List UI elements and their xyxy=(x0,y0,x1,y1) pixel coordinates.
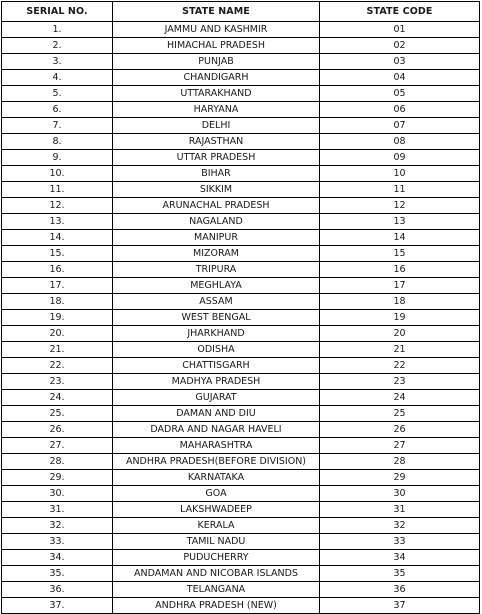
state-code-header: STATE CODE xyxy=(320,2,480,22)
state-name-cell: PUDUCHERRY xyxy=(113,550,320,566)
serial-no-cell: 37. xyxy=(2,598,113,614)
state-name-cell: LAKSHWADEEP xyxy=(113,502,320,518)
serial-no-cell: 2. xyxy=(2,38,113,54)
state-code-cell: 22 xyxy=(320,358,480,374)
state-code-cell: 26 xyxy=(320,422,480,438)
table-row xyxy=(2,422,480,438)
serial-no-cell: 34. xyxy=(2,550,113,566)
table-row xyxy=(2,118,480,134)
serial-no-header: SERIAL NO. xyxy=(2,2,113,22)
serial-no-cell: 6. xyxy=(2,102,113,118)
state-name-cell: TELANGANA xyxy=(113,582,320,598)
state-name-cell: MIZORAM xyxy=(113,246,320,262)
table-row xyxy=(2,598,480,614)
serial-no-cell: 3. xyxy=(2,54,113,70)
table-row xyxy=(2,230,480,246)
state-code-cell: 30 xyxy=(320,486,480,502)
state-code-cell: 31 xyxy=(320,502,480,518)
serial-no-cell: 28. xyxy=(2,454,113,470)
serial-no-cell: 27. xyxy=(2,438,113,454)
serial-no-cell: 36. xyxy=(2,582,113,598)
serial-no-cell: 19. xyxy=(2,310,113,326)
serial-no-cell: 31. xyxy=(2,502,113,518)
state-name-cell: ANDAMAN AND NICOBAR ISLANDS xyxy=(113,566,320,582)
state-code-cell: 03 xyxy=(320,54,480,70)
table-row xyxy=(2,182,480,198)
serial-no-cell: 24. xyxy=(2,390,113,406)
state-code-cell: 05 xyxy=(320,86,480,102)
state-code-cell: 09 xyxy=(320,150,480,166)
serial-no-cell: 30. xyxy=(2,486,113,502)
table-row xyxy=(2,134,480,150)
table-row xyxy=(2,166,480,182)
table-row xyxy=(2,310,480,326)
serial-no-cell: 22. xyxy=(2,358,113,374)
serial-no-cell: 18. xyxy=(2,294,113,310)
serial-no-cell: 11. xyxy=(2,182,113,198)
state-name-cell: ODISHA xyxy=(113,342,320,358)
state-code-cell: 28 xyxy=(320,454,480,470)
state-name-cell: BIHAR xyxy=(113,166,320,182)
state-code-cell: 17 xyxy=(320,278,480,294)
state-name-cell: MANIPUR xyxy=(113,230,320,246)
table-row xyxy=(2,22,480,38)
table-row xyxy=(2,486,480,502)
state-name-cell: MAHARASHTRA xyxy=(113,438,320,454)
serial-no-cell: 33. xyxy=(2,534,113,550)
table-row xyxy=(2,262,480,278)
state-name-cell: ASSAM xyxy=(113,294,320,310)
table-header xyxy=(2,2,480,22)
state-name-cell: JAMMU AND KASHMIR xyxy=(113,22,320,38)
serial-no-cell: 21. xyxy=(2,342,113,358)
table-row xyxy=(2,454,480,470)
state-code-cell: 04 xyxy=(320,70,480,86)
table-row xyxy=(2,150,480,166)
table-body xyxy=(2,22,480,614)
state-code-cell: 10 xyxy=(320,166,480,182)
table-row xyxy=(2,582,480,598)
serial-no-cell: 13. xyxy=(2,214,113,230)
table-row xyxy=(2,54,480,70)
serial-no-cell: 32. xyxy=(2,518,113,534)
table-row xyxy=(2,358,480,374)
serial-no-cell: 14. xyxy=(2,230,113,246)
state-name-cell: TRIPURA xyxy=(113,262,320,278)
table-row xyxy=(2,38,480,54)
state-code-cell: 25 xyxy=(320,406,480,422)
table-row xyxy=(2,86,480,102)
serial-no-cell: 7. xyxy=(2,118,113,134)
state-code-cell: 16 xyxy=(320,262,480,278)
state-name-cell: NAGALAND xyxy=(113,214,320,230)
table-row xyxy=(2,326,480,342)
state-code-cell: 07 xyxy=(320,118,480,134)
serial-no-cell: 20. xyxy=(2,326,113,342)
state-name-cell: ANDHRA PRADESH (NEW) xyxy=(113,598,320,614)
state-code-cell: 36 xyxy=(320,582,480,598)
table-row xyxy=(2,534,480,550)
state-name-cell: DAMAN AND DIU xyxy=(113,406,320,422)
state-code-cell: 12 xyxy=(320,198,480,214)
serial-no-cell: 26. xyxy=(2,422,113,438)
table-row xyxy=(2,278,480,294)
state-code-cell: 27 xyxy=(320,438,480,454)
state-name-cell: UTTARAKHAND xyxy=(113,86,320,102)
state-name-cell: TAMIL NADU xyxy=(113,534,320,550)
serial-no-cell: 35. xyxy=(2,566,113,582)
serial-no-cell: 8. xyxy=(2,134,113,150)
state-code-cell: 19 xyxy=(320,310,480,326)
serial-no-cell: 15. xyxy=(2,246,113,262)
state-name-cell: RAJASTHAN xyxy=(113,134,320,150)
serial-no-cell: 23. xyxy=(2,374,113,390)
table-row xyxy=(2,198,480,214)
state-code-cell: 29 xyxy=(320,470,480,486)
table-row xyxy=(2,342,480,358)
state-name-cell: PUNJAB xyxy=(113,54,320,70)
state-code-cell: 06 xyxy=(320,102,480,118)
serial-no-cell: 25. xyxy=(2,406,113,422)
state-code-cell: 15 xyxy=(320,246,480,262)
state-name-cell: JHARKHAND xyxy=(113,326,320,342)
state-code-cell: 11 xyxy=(320,182,480,198)
header-row xyxy=(2,2,480,22)
table-row xyxy=(2,518,480,534)
state-code-cell: 20 xyxy=(320,326,480,342)
state-name-cell: HARYANA xyxy=(113,102,320,118)
state-code-cell: 13 xyxy=(320,214,480,230)
state-name-cell: CHANDIGARH xyxy=(113,70,320,86)
serial-no-cell: 29. xyxy=(2,470,113,486)
state-name-cell: UTTAR PRADESH xyxy=(113,150,320,166)
state-name-cell: DELHI xyxy=(113,118,320,134)
state-name-cell: SIKKIM xyxy=(113,182,320,198)
state-name-cell: KERALA xyxy=(113,518,320,534)
table-row xyxy=(2,390,480,406)
state-code-cell: 08 xyxy=(320,134,480,150)
state-code-cell: 14 xyxy=(320,230,480,246)
state-name-cell: ARUNACHAL PRADESH xyxy=(113,198,320,214)
table-row xyxy=(2,294,480,310)
state-name-cell: ANDHRA PRADESH(BEFORE DIVISION) xyxy=(113,454,320,470)
serial-no-cell: 4. xyxy=(2,70,113,86)
table-row xyxy=(2,502,480,518)
state-name-cell: GOA xyxy=(113,486,320,502)
state-name-cell: DADRA AND NAGAR HAVELI xyxy=(113,422,320,438)
table-row xyxy=(2,550,480,566)
state-code-cell: 33 xyxy=(320,534,480,550)
state-code-cell: 34 xyxy=(320,550,480,566)
state-code-cell: 18 xyxy=(320,294,480,310)
serial-no-cell: 10. xyxy=(2,166,113,182)
state-code-cell: 37 xyxy=(320,598,480,614)
serial-no-cell: 1. xyxy=(2,22,113,38)
serial-no-cell: 9. xyxy=(2,150,113,166)
state-name-cell: MEGHLAYA xyxy=(113,278,320,294)
table-row xyxy=(2,566,480,582)
state-code-cell: 02 xyxy=(320,38,480,54)
serial-no-cell: 5. xyxy=(2,86,113,102)
state-code-cell: 23 xyxy=(320,374,480,390)
state-code-cell: 24 xyxy=(320,390,480,406)
table-row xyxy=(2,70,480,86)
serial-no-cell: 16. xyxy=(2,262,113,278)
table-row xyxy=(2,406,480,422)
serial-no-cell: 17. xyxy=(2,278,113,294)
table-row xyxy=(2,470,480,486)
state-code-cell: 35 xyxy=(320,566,480,582)
state-code-cell: 01 xyxy=(320,22,480,38)
table-row xyxy=(2,438,480,454)
state-name-cell: MADHYA PRADESH xyxy=(113,374,320,390)
serial-no-cell: 12. xyxy=(2,198,113,214)
state-code-cell: 32 xyxy=(320,518,480,534)
state-code-table xyxy=(1,1,480,614)
state-name-cell: HIMACHAL PRADESH xyxy=(113,38,320,54)
table-row xyxy=(2,374,480,390)
table-row xyxy=(2,214,480,230)
table-row xyxy=(2,246,480,262)
table-row xyxy=(2,102,480,118)
state-name-cell: GUJARAT xyxy=(113,390,320,406)
state-name-cell: WEST BENGAL xyxy=(113,310,320,326)
state-name-cell: CHATTISGARH xyxy=(113,358,320,374)
state-code-cell: 21 xyxy=(320,342,480,358)
state-name-header: STATE NAME xyxy=(113,2,320,22)
state-name-cell: KARNATAKA xyxy=(113,470,320,486)
